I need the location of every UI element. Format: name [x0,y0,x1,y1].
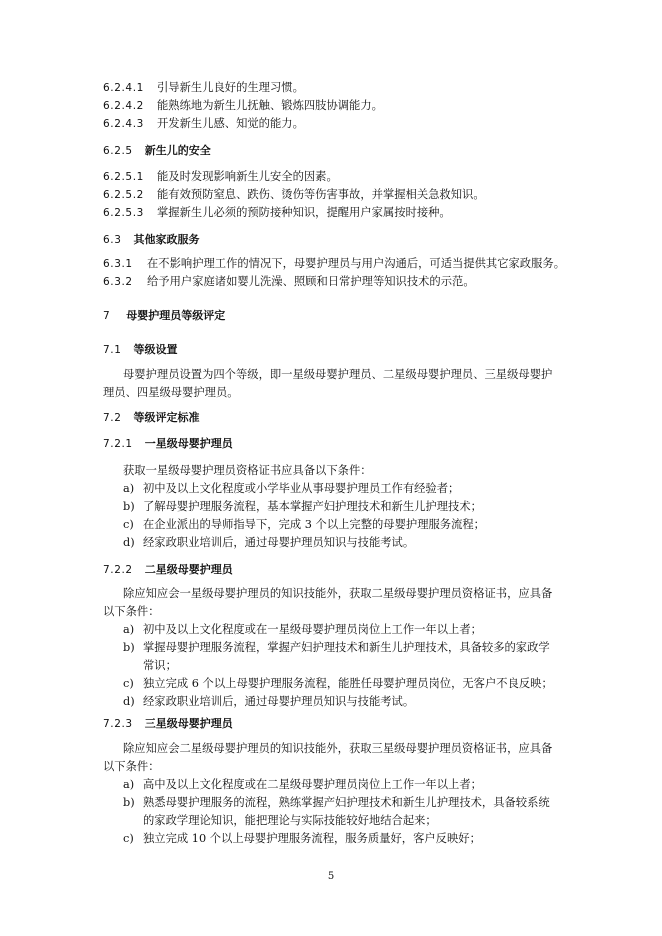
heading-7-2-3: 7.2.3 三星级母婴护理员 [103,717,233,730]
clause-6-2-5-3: 6.2.5.3 掌握新生儿必须的预防接种知识，提醒用户家属按时接种。 [103,206,451,219]
list-item: a) 高中及以上文化程度或在二星级母婴护理员岗位上工作一年以上者； [123,778,482,791]
list-item: b) 熟悉母婴护理服务的流程，熟练掌握产妇护理技术和新生儿护理技术，具备较系统 [123,796,550,809]
clause-6-2-5-2: 6.2.5.2 能有效预防窒息、跌伤、烫伤等伤害事故，并掌握相关急救知识。 [103,188,485,201]
clause-6-3-1: 6.3.1 在不影响护理工作的情况下，母婴护理员与用户沟通后，可适当提供其它家政服务。 [103,257,565,270]
paragraph-7-2-2-line1: 除应知应会一星级母婴护理员的知识技能外，获取二星级母婴护理员资格证书，应具备 [123,587,553,600]
paragraph-7-1-line2: 理员、四星级母婴护理员。 [103,386,239,399]
paragraph-7-2-2-line2: 以下条件： [103,605,160,618]
heading-7-2-2: 7.2.2 二星级母婴护理员 [103,563,233,576]
list-item: a) 初中及以上文化程度或小学毕业从事母婴护理员工作有经验者； [123,482,460,495]
list-item: b) 了解母婴护理服务流程，基本掌握产妇护理技术和新生儿护理技术； [123,500,482,513]
list-item-continuation: 的家政学理论知识，能把理论与实际技能较好地结合起来； [143,814,437,827]
heading-6-3: 6.3 其他家政服务 [103,233,200,246]
paragraph-7-1-line1: 母婴护理员设置为四个等级，即一星级母婴护理员、二星级母婴护理员、三星级母婴护 [123,368,553,381]
list-item: b) 掌握母婴护理服务流程，掌握产妇护理技术和新生儿护理技术，具备较多的家政学 [123,641,550,654]
clause-6-3-2: 6.3.2 给予用户家庭诸如婴儿洗澡、照顾和日常护理等知识技术的示范。 [103,275,475,288]
heading-7-2: 7.2 等级评定标准 [103,411,200,424]
list-item: c) 在企业派出的导师指导下，完成 3 个以上完整的母婴护理服务流程； [123,518,485,531]
paragraph-7-2-1: 获取一星级母婴护理员资格证书应具备以下条件： [123,464,372,477]
list-item: d) 经家政职业培训后，通过母婴护理员知识与技能考试。 [123,695,415,708]
list-item: c) 独立完成 6 个以上母婴护理服务流程，能胜任母婴护理员岗位，无客户不良反映； [123,677,553,690]
list-item-continuation: 常识； [143,659,177,672]
clause-6-2-5-1: 6.2.5.1 能及时发现影响新生儿安全的因素。 [103,170,338,183]
paragraph-7-2-3-line2: 以下条件： [103,760,160,773]
clause-6-2-4-3: 6.2.4.3 开发新生儿感、知觉的能力。 [103,117,304,130]
list-item: d) 经家政职业培训后，通过母婴护理员知识与技能考试。 [123,536,415,549]
heading-6-2-5: 6.2.5 新生儿的安全 [103,144,211,157]
list-item: a) 初中及以上文化程度或在一星级母婴护理员岗位上工作一年以上者； [123,623,482,636]
paragraph-7-2-3-line1: 除应知应会二星级母婴护理员的知识技能外，获取三星级母婴护理员资格证书，应具备 [123,742,553,755]
heading-7-2-1: 7.2.1 一星级母婴护理员 [103,437,233,450]
heading-7: 7 母婴护理员等级评定 [103,309,226,322]
heading-7-1: 7.1 等级设置 [103,343,178,356]
page-number: 5 [327,871,335,882]
clause-6-2-4-2: 6.2.4.2 能熟练地为新生儿抚触、锻炼四肢协调能力。 [103,99,383,112]
clause-6-2-4-1: 6.2.4.1 引导新生儿良好的生理习惯。 [103,81,304,94]
list-item: c) 独立完成 10 个以上母婴护理服务流程，服务质量好，客户反映好； [123,832,481,845]
